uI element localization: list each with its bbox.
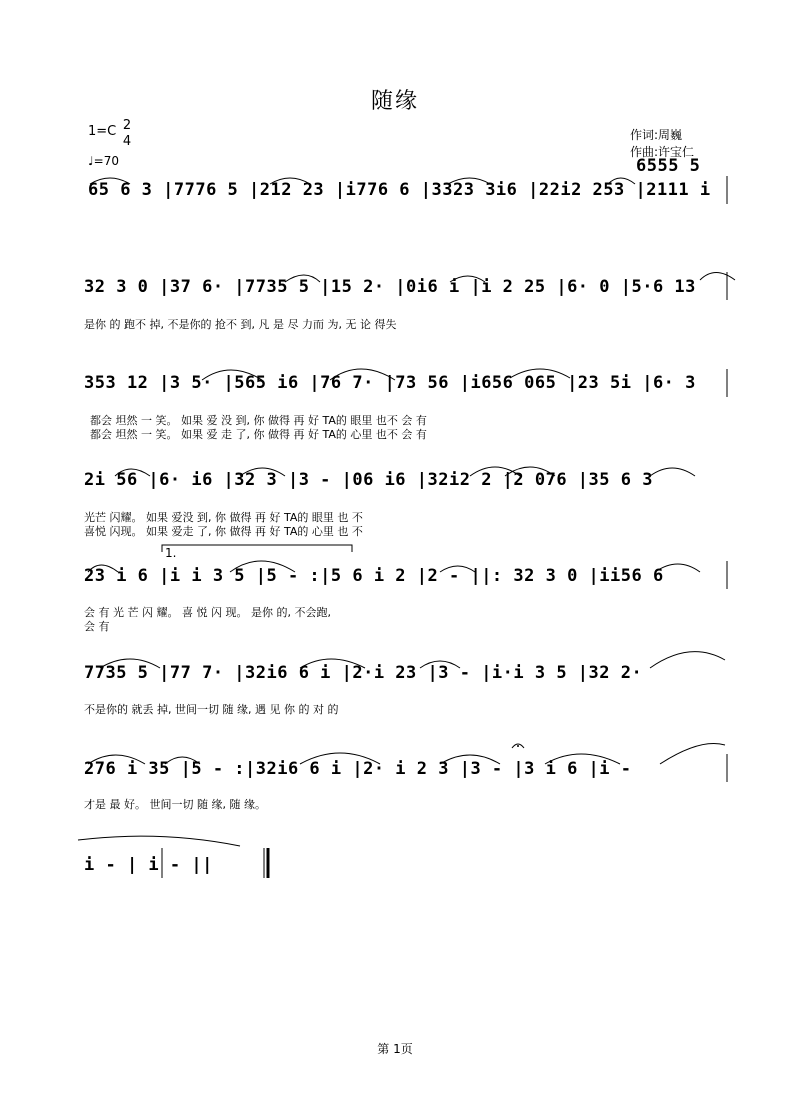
lyrics-line-4b: 喜悦 闪现。 如果 爱走 了, 你 做得 再 好 TA的 心里 也 不 [84, 525, 363, 538]
lyrics-line-7: 才是 最 好。 世间一切 随 缘, 随 缘。 [84, 798, 266, 811]
lyrics-line-5a: 会 有 光 芒 闪 耀。 喜 悦 闪 现。 是你 的, 不会跑, [84, 606, 331, 619]
lyrics-line-3a: 都会 坦然 一 笑。 如果 爱 没 到, 你 做得 再 好 TA的 眼里 也不 会 有 [90, 414, 427, 427]
score-line-4: 2i 56 |6· i6 |32 3 |3 - |06 i6 |32i2 2 |2 076 |35 6 3 [84, 470, 653, 490]
lyrics-line-4a: 光芒 闪耀。 如果 爱没 到, 你 做得 再 好 TA的 眼里 也 不 [84, 511, 363, 524]
key-signature: 1=C [88, 124, 117, 139]
score-line-3: 353 12 |3 5· |565 i6 |76 7· |73 56 |i656 065 |23 5i |6· 3 [84, 373, 696, 393]
lyrics-line-2: 是你 的 跑不 掉, 不是你的 抢不 到, 凡 是 尽 力而 为, 无 论 得失 [84, 318, 397, 331]
quarter-note-icon: ♩ [88, 154, 94, 168]
time-sig-bottom: 4 [122, 134, 132, 149]
lyrics-line-5b: 会 有 [84, 620, 110, 633]
volta-label: 1. [165, 546, 177, 560]
score-line-1-extra: 6555 5 [636, 156, 701, 176]
score-line-7: 276 i 35 |5 - :|32i6 6 i |2· i 2 3 |3 - |3 i 6 |i - [84, 759, 632, 779]
score-line-5: 23 i 6 |i i 3 5 |5 - :|5 6 i 2 |2 - ||: 32 3 0 |ii56 6 [84, 566, 664, 586]
score-line-6: 7735 5 |77 7· |32i6 6 i |2·i 23 |3 - |i·i 3 5 |32 2· [84, 663, 643, 683]
score-line-8: i - | i - || [84, 855, 213, 875]
lyricist: 作词:周巍 [630, 128, 683, 142]
tempo-value: =70 [93, 154, 119, 168]
score-line-2: 32 3 0 |37 6· |7735 5 |15 2· |0i6 i |i 2 25 |6· 0 |5·6 13 [84, 277, 696, 297]
page-footer: 第 1页 [377, 1042, 413, 1056]
time-sig-top: 2 [122, 118, 132, 133]
lyrics-line-6: 不是你的 就丢 掉, 世间一切 随 缘, 遇 见 你 的 对 的 [84, 703, 339, 716]
composer: 作曲:许宝仁 [630, 145, 695, 159]
score-line-1: 65 6 3 |7776 5 |212 23 |i776 6 |3323 3i6 |22i2 253 |2111 i [88, 180, 711, 200]
lyrics-line-3b: 都会 坦然 一 笑。 如果 爱 走 了, 你 做得 再 好 TA的 心里 也不 会 有 [90, 428, 427, 441]
song-title: 随缘 [370, 89, 419, 114]
